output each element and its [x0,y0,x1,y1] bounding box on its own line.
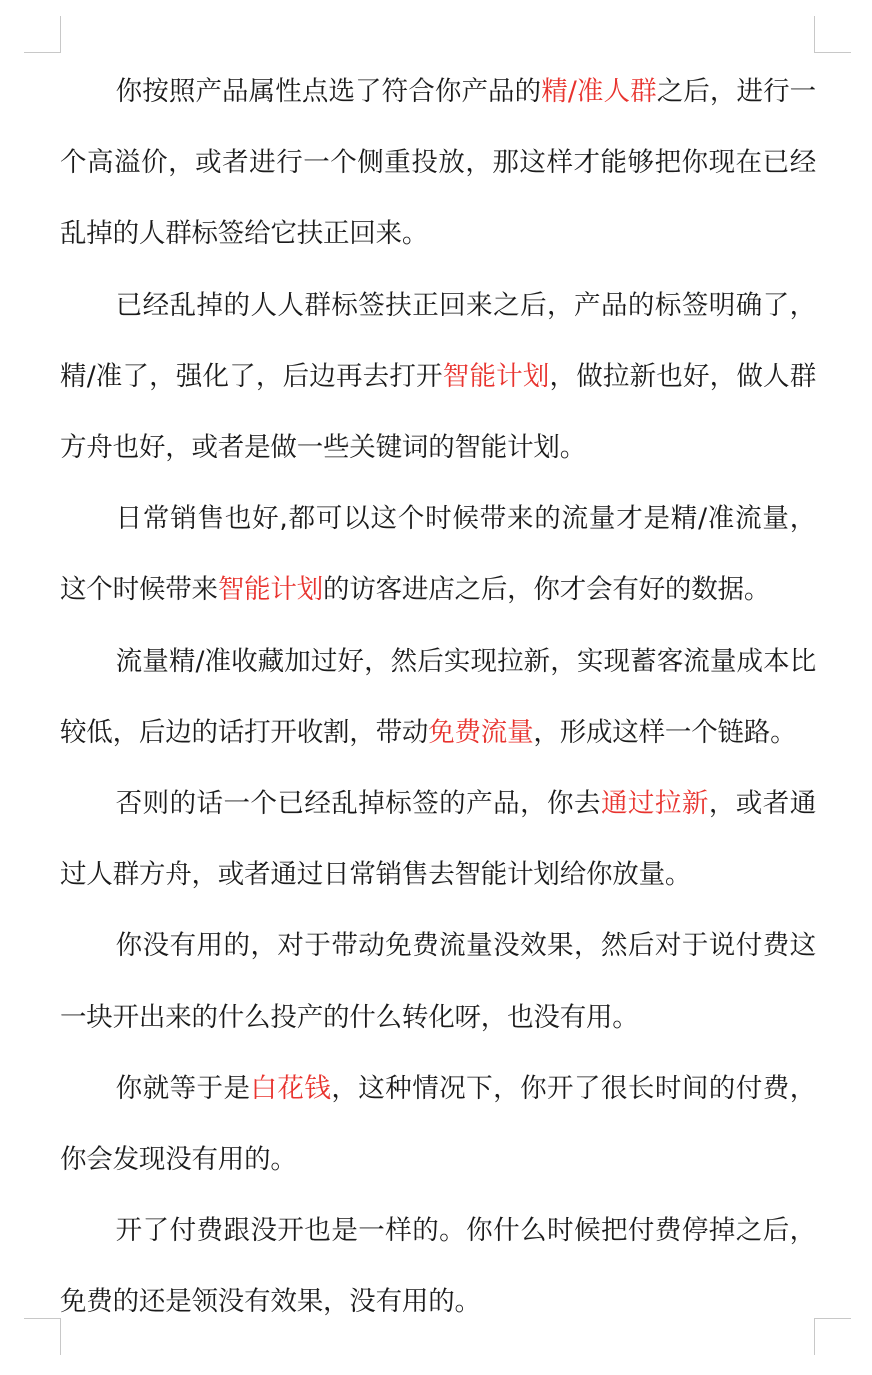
text-run: 已经乱掉的人人群标签扶正回来之后，产品的标签明确了，精/准了，强化了，后边再去打开 [60,289,816,392]
highlighted-text: 通过拉新 [600,788,709,820]
page-corner-mark-top-right [814,16,851,53]
text-run: 之后，进行一个高溢价，或者进行一个侧重投放，那这样才能够把你现在已经乱掉的人群标签给它扶正回来。 [60,76,816,250]
page-corner-mark-top-left [24,16,61,53]
text-run: ，或者通过人群方舟，或者通过日常销售去智能计划给你放量。 [60,788,817,891]
document-body [60,56,816,1338]
text-run: 你没有用的，对于带动免费流量没效果，然后对于说付费这一块开出来的什么投产的什么转化呀，也没有用。 [60,930,816,1033]
text-run: ，做拉新也好，做人群方舟也好，或者是做一些关键词的智能计划。 [60,360,817,464]
text-run: 你就等于是 [115,1072,251,1104]
highlighted-text: 智能计划 [442,360,550,392]
page-corner-mark-bottom-left [24,1318,61,1355]
text-run: 否则的话一个已经乱掉标签的产品，你去 [115,788,601,820]
paragraph-5 [60,768,816,910]
text-run: 的访客进店之后，你才会有好的数据。 [323,574,771,606]
text-run: ，这种情况下，你开了很长时间的付费，你会发现没有用的。 [60,1072,816,1176]
highlighted-text: 智能计划 [217,574,324,606]
page-corner-mark-bottom-right [814,1318,851,1355]
paragraph-7 [60,1053,816,1195]
text-run: 你按照产品属性点选了符合你产品的 [115,76,542,107]
text-run: 开了付费跟没开也是一样的。你什么时候把付费停掉之后，免费的还是领没有效果，没有用的。 [60,1215,816,1318]
paragraph-1 [60,56,816,270]
paragraph-8 [60,1195,816,1337]
text-run: 日常销售也好,都可以这个时候带来的流量才是精/准流量，这个时候带来 [60,503,816,606]
highlighted-text: 精/准人群 [541,76,657,107]
highlighted-text: 白花钱 [250,1072,332,1104]
text-run: ，形成这样一个链路。 [533,716,797,748]
paragraph-4 [60,626,816,768]
paragraph-6 [60,910,816,1052]
paragraph-3 [60,483,816,625]
text-run: 流量精/准收藏加过好，然后实现拉新，实现蓄客流量成本比较低，后边的话打开收割，带动 [60,645,816,748]
paragraph-2 [60,270,816,484]
highlighted-text: 免费流量 [428,716,534,748]
